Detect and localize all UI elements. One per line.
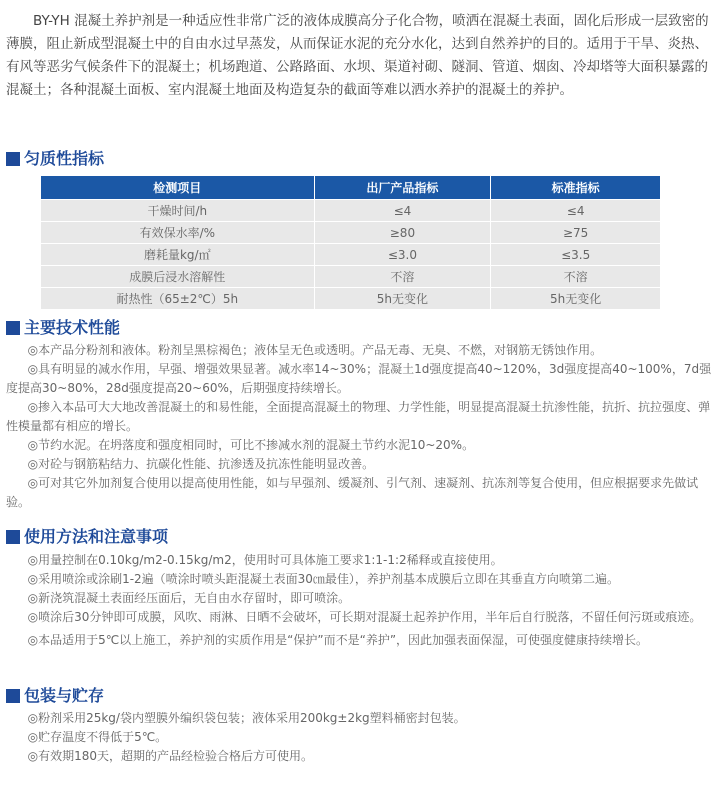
table-header-row <box>41 176 661 200</box>
table-cell: ≥75 <box>491 222 661 244</box>
intro-paragraph <box>6 10 712 102</box>
list-item: ◎有效期180天，超期的产品经检验合格后方可使用。 <box>27 749 313 763</box>
list-item: ◎喷涂后30分钟即可成膜，风吹、雨淋、日晒不会破坏，可长期对混凝土起养护作用，半年后自行脱落，不留任何污斑或痕迹。 <box>27 610 702 624</box>
list-item: ◎本品适用于5℃以上施工，养护剂的实质作用是“保护”而不是“养护”，因此加强表面保湿，可使强度健康持续增长。 <box>27 633 649 647</box>
table-cell: ≥80 <box>314 222 491 244</box>
table-cell: 成膜后浸水溶解性 <box>41 266 315 288</box>
list-item: ◎采用喷涂或涂刷1-2遍（喷涂时喷头距混凝土表面30㎝最佳），养护剂基本成膜后立即在其垂直方向喷第二遍。 <box>27 572 619 586</box>
table-cell: 5h无变化 <box>314 288 491 310</box>
section-title-text: 主要技术性能 <box>24 318 121 337</box>
list-item: ◎节约水泥。在坍落度和强度相同时，可比不掺减水剂的混凝土节约水泥10~20%。 <box>27 438 475 452</box>
packaging-list <box>6 709 712 766</box>
table-cell: 干燥时间/h <box>41 200 315 222</box>
table-cell: 不溶 <box>491 266 661 288</box>
performance-list <box>6 341 712 512</box>
section-title-uniformity <box>6 149 104 169</box>
section-marker-icon <box>6 152 20 166</box>
table-row <box>41 266 661 288</box>
table-row <box>41 288 661 310</box>
list-item: ◎粉剂采用25kg/袋内塑膜外编织袋包装；液体采用200kg±2kg塑料桶密封包装。 <box>27 711 466 725</box>
table-cell: 有效保水率/% <box>41 222 315 244</box>
section-title-usage <box>6 527 168 547</box>
table-cell: 磨耗量kg/㎡ <box>41 244 315 266</box>
uniformity-table <box>40 175 661 310</box>
list-item: ◎贮存温度不得低于5℃。 <box>27 730 168 744</box>
table-cell: 耐热性（65±2℃）5h <box>41 288 315 310</box>
section-marker-icon <box>6 530 20 544</box>
table-header-cell: 出厂产品指标 <box>314 176 491 200</box>
table-header-cell: 检测项目 <box>41 176 315 200</box>
table-cell: ≤3.0 <box>314 244 491 266</box>
section-title-text: 使用方法和注意事项 <box>24 527 169 546</box>
section-marker-icon <box>6 321 20 335</box>
list-item: ◎对砼与钢筋粘结力、抗碳化性能、抗渗透及抗冻性能明显改善。 <box>27 457 375 471</box>
list-item: ◎具有明显的减水作用，早强、增强效果显著。减水率14~30%；混凝土1d强度提高40~120%，3d强度提高40~100%，7d强度提高30~80%，28d强度提高20~60%，后期强度持续增长。 <box>6 362 712 395</box>
intro-text: BY-YH 混凝土养护剂是一种适应性非常广泛的液体成膜高分子化合物，喷洒在混凝土表面，固化后形成一层致密的薄膜，阻止新成型混凝土中的自由水过早蒸发，从而保证水泥的充分水化，达到自然养护的目的。适用于干旱、炎热、有风等恶劣气候条件下的混凝土；机场跑道、公路路面、水坝、渠道衬砌、隧洞、管道、烟囱、冷却塔等大面积暴露的混凝土；各种混凝土面板、室内混凝土地面及构造复杂的截面等难以洒水养护的混凝土的养护。 <box>6 13 709 98</box>
list-item: ◎用量控制在0.10kg/m2-0.15kg/m2，使用时可具体施工要求1:1-1:2稀释或直接使用。 <box>27 553 503 567</box>
table-row <box>41 200 661 222</box>
table-cell: 不溶 <box>314 266 491 288</box>
section-title-performance <box>6 318 120 338</box>
table-row <box>41 222 661 244</box>
section-title-text: 包装与贮存 <box>24 686 105 705</box>
section-title-text: 匀质性指标 <box>24 149 105 168</box>
list-item: ◎可对其它外加剂复合使用以提高使用性能，如与早强剂、缓凝剂、引气剂、速凝剂、抗冻剂等复合使用，但应根据要求先做试验。 <box>6 476 699 509</box>
section-marker-icon <box>6 689 20 703</box>
table-row <box>41 244 661 266</box>
list-item: ◎本产品分粉剂和液体。粉剂呈黑棕褐色；液体呈无色或透明。产品无毒、无臭、不燃，对钢筋无锈蚀作用。 <box>27 343 603 357</box>
table-cell: ≤4 <box>491 200 661 222</box>
table-cell: ≤3.5 <box>491 244 661 266</box>
table-header-cell: 标准指标 <box>491 176 661 200</box>
list-item: ◎新浇筑混凝土表面经压面后，无自由水存留时，即可喷涂。 <box>27 591 351 605</box>
list-item: ◎掺入本品可大大地改善混凝土的和易性能，全面提高混凝土的物理、力学性能，明显提高混凝土抗渗性能，抗折、抗拉强度、弹性模量都有相应的增长。 <box>6 400 711 433</box>
usage-list <box>6 551 712 650</box>
table-cell: ≤4 <box>314 200 491 222</box>
section-title-packaging <box>6 686 104 706</box>
table-cell: 5h无变化 <box>491 288 661 310</box>
